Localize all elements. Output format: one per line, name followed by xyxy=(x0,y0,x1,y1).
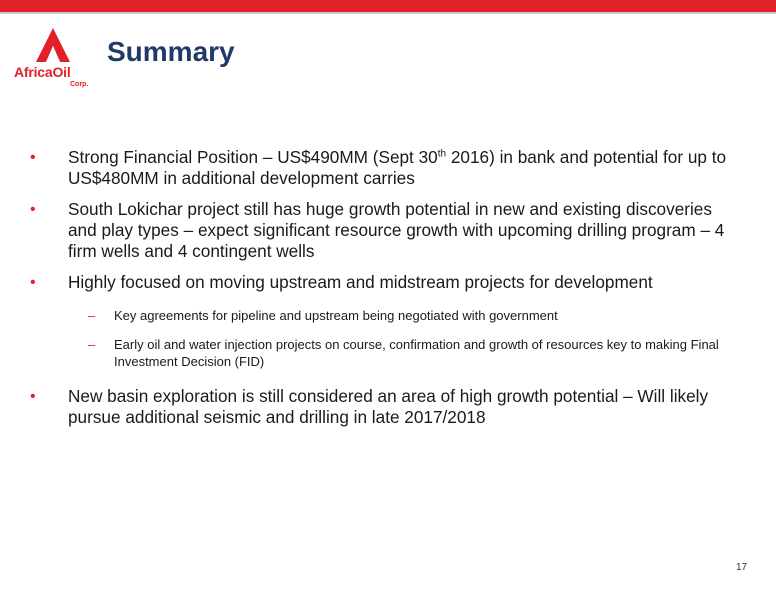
bullet-new-basin xyxy=(30,386,730,428)
sub-bullet-text: Key agreements for pipeline and upstream being negotiated with government xyxy=(114,308,558,323)
company-logo xyxy=(14,26,94,88)
bullet-dot: • xyxy=(30,149,36,166)
bullet-text-cont: 2016) in bank and potential for up to US$480MM in additional development carries xyxy=(68,147,727,188)
sub-bullet-key-agreements xyxy=(30,307,730,324)
bullet-text: South Lokichar project still has huge growth potential in new and existing discoveries and play types – expect significant resource growth with upcoming drilling program – 4 firm wells and 4 contingent wells xyxy=(68,199,725,261)
sub-bullet-dash: – xyxy=(88,337,96,352)
logo-corp: Corp. xyxy=(70,81,89,88)
bullet-text: Highly focused on moving upstream and midstream projects for development xyxy=(68,272,653,292)
logo-word-oil: Oil xyxy=(52,64,71,80)
logo-a-mark-icon xyxy=(34,26,72,64)
page-number: 17 xyxy=(736,562,748,573)
logo-wordmark xyxy=(14,64,71,80)
top-banner xyxy=(0,0,776,18)
top-gray-stripe xyxy=(0,12,776,14)
sub-bullet-early-oil xyxy=(30,336,730,370)
bullet-highly-focused xyxy=(30,272,730,293)
bullet-text: New basin exploration is still considered an area of high growth potential – Will likely pursue additional seismic and drilling in late 2017/2018 xyxy=(68,386,709,427)
logo-word-africa: Africa xyxy=(14,64,53,80)
bullet-dot: • xyxy=(30,201,36,218)
top-red-stripe xyxy=(0,0,776,12)
bullet-south-lokichar xyxy=(30,199,730,262)
bullet-superscript: th xyxy=(437,148,447,160)
bullet-dot: • xyxy=(30,274,36,291)
bullet-financial-position xyxy=(30,147,730,189)
bullet-text: Strong Financial Position – US$490MM (Sept 30 xyxy=(68,147,438,167)
sub-bullet-dash: – xyxy=(88,308,96,323)
summary-content xyxy=(30,147,730,438)
sub-bullet-text: Early oil and water injection projects on course, confirmation and growth of resources key to making Final Investment Decision (FID) xyxy=(114,337,719,369)
bullet-dot: • xyxy=(30,388,36,405)
slide-title: Summary xyxy=(107,36,235,67)
